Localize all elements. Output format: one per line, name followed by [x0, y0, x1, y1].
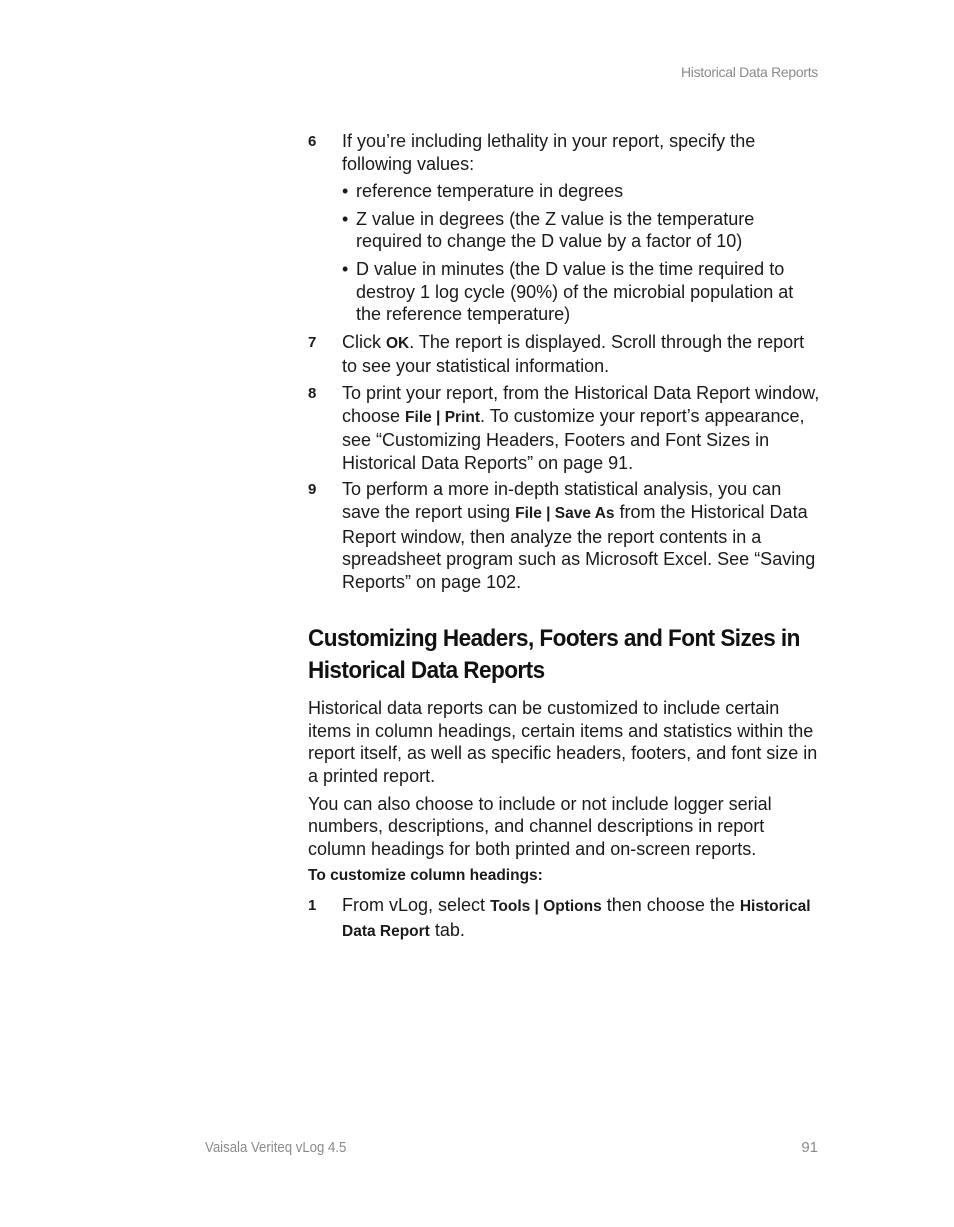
section-paragraph: Historical data reports can be customized to include certain items in column headings, certain items and statistics within the report itself, as well as specific headers, footers, and font size in a printed report.	[308, 698, 818, 787]
step-9	[308, 478, 820, 593]
section-heading: Customizing Headers, Footers and Font Sizes in Historical Data Reports	[308, 625, 800, 685]
step-number: 8	[308, 384, 317, 402]
step-8	[308, 382, 820, 474]
step-number: 9	[308, 481, 317, 499]
procedure-step-1	[308, 894, 820, 943]
list-item: • reference temperature in degrees	[342, 181, 624, 202]
section-paragraph: You can also choose to include or not include logger serial numbers, descriptions, and channel descriptions in report column headings for both printed and on-screen reports.	[308, 793, 772, 859]
bullet-icon: •	[342, 208, 349, 229]
step-text: From vLog, select Tools | Options then choose the Historical Data Report tab.	[342, 895, 811, 940]
ui-label-file-save-as: File | Save As	[515, 504, 615, 522]
ui-label-file-print: File | Print	[405, 408, 481, 426]
footer-product: Vaisala Veriteq vLog 4.5	[205, 1139, 347, 1156]
ui-label-ok: OK	[386, 334, 410, 352]
list-item: • D value in minutes (the D value is the time required to destroy 1 log cycle (90%) of the microbial population at the reference temperature)	[342, 258, 794, 325]
step-text: To print your report, from the Historical Data Report window, choose File | Print. To customize your report’s appearance, see “Customizing Headers, Footers and Font Sizes in Historical Data Reports” on page 91.	[342, 382, 820, 473]
page-number: 91	[801, 1139, 818, 1156]
procedure-heading: To customize column headings:	[308, 867, 543, 885]
list-item: • Z value in degrees (the Z value is the temperature required to change the D value by a factor of 10)	[342, 208, 755, 252]
bullet-icon: •	[342, 181, 349, 202]
value-list	[342, 180, 820, 326]
step-7	[308, 331, 820, 378]
step-number: 1	[308, 897, 317, 915]
step-6	[308, 130, 820, 326]
page-content	[308, 130, 820, 947]
step-text: Click OK. The report is displayed. Scroll through the report to see your statistical information.	[342, 331, 805, 377]
running-header: Historical Data Reports	[680, 64, 818, 80]
bullet-icon: •	[342, 258, 349, 279]
step-text: If you’re including lethality in your report, specify the following values:	[342, 131, 756, 174]
ui-label-tools-options: Tools | Options	[490, 898, 602, 916]
step-number: 7	[308, 333, 317, 351]
step-text: To perform a more in-depth statistical analysis, you can save the report using File | Save As from the Historical Data Report window, then analyze the report contents in a spreadsheet program such as Microsoft Excel. See “Saving Reports” on page 102.	[342, 479, 816, 592]
ui-label-historical-data-report: Historical Data Report	[342, 898, 811, 940]
step-number: 6	[308, 133, 317, 150]
